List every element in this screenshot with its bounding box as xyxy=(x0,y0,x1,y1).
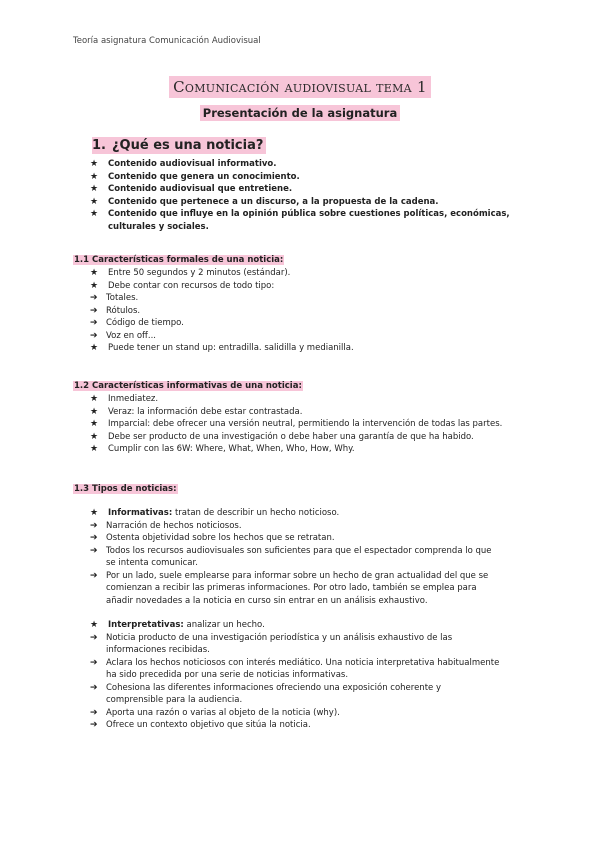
list-item: ➔ Narración de hechos noticiosos. xyxy=(90,520,242,531)
section-1-3-block xyxy=(90,507,530,732)
types-list-2 xyxy=(90,619,530,632)
star-icon: ★ xyxy=(90,508,99,518)
list-item: ★ Inmediatez. xyxy=(90,394,159,404)
star-icon: ★ xyxy=(90,444,99,454)
list-item: ★ Veraz: la información debe estar contrastada. xyxy=(90,406,303,417)
list-item: ➔ Noticia producto de una investigación periodística y un análisis exhaustivo de las informaciones recibidas. xyxy=(90,632,453,655)
list-item: ★ Contenido audiovisual que entretiene. xyxy=(90,184,293,194)
section-1-1-heading: 1.1 Características formales de una noticia: xyxy=(74,255,284,265)
star-icon: ★ xyxy=(90,343,99,353)
list-item: ➔ Código de tiempo. xyxy=(90,318,184,328)
star-icon: ★ xyxy=(90,196,99,207)
title-wrap xyxy=(0,76,600,98)
section-1-title: ¿Qué es una noticia? xyxy=(112,138,264,153)
star-icon: ★ xyxy=(90,184,99,194)
list-item: ★ Debe contar con recursos de todo tipo: xyxy=(90,280,275,291)
interpretativas-points xyxy=(90,632,500,732)
list-item: ➔ Ostenta objetividad sobre los hechos que se retratan. xyxy=(90,533,335,543)
list-item-informativas: ★ Informativas: tratan de describir un hecho noticioso. xyxy=(90,508,340,518)
list-item: ★ Debe ser producto de una investigación o debe haber una garantía de que ha habido. xyxy=(90,431,474,442)
list-item: ★ Entre 50 segundos y 2 minutos (estándar). xyxy=(90,268,291,278)
resources-list xyxy=(90,292,530,342)
document-title: Comunicación audiovisual tema 1 xyxy=(169,76,431,98)
star-icon: ★ xyxy=(90,620,99,630)
section-1-list xyxy=(90,158,532,233)
star-icon: ★ xyxy=(90,171,99,182)
section-1-number: 1. xyxy=(92,138,106,153)
star-icon: ★ xyxy=(90,394,99,404)
section-1-2-list xyxy=(90,393,540,456)
arrow-icon: ➔ xyxy=(90,657,98,668)
arrow-icon: ➔ xyxy=(90,520,98,531)
subtitle-wrap xyxy=(0,102,600,121)
section-1-2-heading: 1.2 Características informativas de una noticia: xyxy=(74,381,302,391)
list-item: ➔ Totales. xyxy=(90,293,139,303)
list-item: ★ Imparcial: debe ofrecer una versión neutral, permitiendo la intervención de todas las partes. xyxy=(90,419,503,429)
arrow-icon: ➔ xyxy=(90,305,98,316)
star-icon: ★ xyxy=(90,280,99,291)
list-item: ➔ Todos los recursos audiovisuales son suficientes para que el espectador comprenda lo que se intenta comunicar. xyxy=(90,545,492,568)
list-item: ★ Contenido que influye en la opinión pública sobre cuestiones políticas, económicas, culturales y sociales. xyxy=(90,209,510,232)
star-icon: ★ xyxy=(90,268,99,278)
list-item-interpretativas: ★ Interpretativas: analizar un hecho. xyxy=(90,620,265,630)
list-item: ★ Contenido que pertenece a un discurso, a la propuesta de la cadena. xyxy=(90,196,439,207)
list-item: ➔ Rótulos. xyxy=(90,305,141,316)
list-item: ➔ Por un lado, suele emplearse para informar sobre un hecho de gran actualidad del que se comienzan a recibir las primeras informaciones. Por otro lado, también se emplea para añadir novedades a la noticia en curso sin entrar en un análisis exhaustivo. xyxy=(90,570,489,606)
arrow-icon: ➔ xyxy=(90,707,98,718)
arrow-icon: ➔ xyxy=(90,682,98,693)
arrow-icon: ➔ xyxy=(90,293,98,303)
star-icon: ★ xyxy=(90,431,99,442)
arrow-icon: ➔ xyxy=(90,632,98,643)
section-1-1-list-block xyxy=(90,267,530,355)
star-icon: ★ xyxy=(90,406,99,417)
list-item: ➔ Voz en off... xyxy=(90,330,156,341)
page-header: Teoría asignatura Comunicación Audiovisual xyxy=(73,36,261,46)
document-subtitle: Presentación de la asignatura xyxy=(200,105,400,121)
list-item: ➔ Aporta una razón o varias al objeto de la noticia (why). xyxy=(90,707,340,718)
section-1-1-list xyxy=(90,267,530,292)
list-item: ★ Cumplir con las 6W: Where, What, When, Who, How, Why. xyxy=(90,444,355,454)
list-item: ★ Contenido audiovisual informativo. xyxy=(90,159,277,169)
types-list xyxy=(90,507,530,520)
section-1-heading xyxy=(92,137,266,154)
arrow-icon: ➔ xyxy=(90,570,98,581)
star-icon: ★ xyxy=(90,419,99,429)
list-item: ➔ Cohesiona las diferentes informaciones ofreciendo una exposición coherente y comprensible para la audiencia. xyxy=(90,682,441,705)
arrow-icon: ➔ xyxy=(90,720,98,730)
star-icon: ★ xyxy=(90,209,99,219)
section-1-2-list-block xyxy=(90,393,540,456)
arrow-icon: ➔ xyxy=(90,330,98,341)
section-1-1-list-2 xyxy=(90,342,530,355)
arrow-icon: ➔ xyxy=(90,545,98,556)
section-1-3-heading: 1.3 Tipos de noticias: xyxy=(74,484,177,494)
section-1 xyxy=(92,134,532,233)
list-item: ➔ Ofrece un contexto objetivo que sitúa la noticia. xyxy=(90,720,311,730)
arrow-icon: ➔ xyxy=(90,533,98,543)
arrow-icon: ➔ xyxy=(90,318,98,328)
list-item: ★ Puede tener un stand up: entradilla. salidilla y medianilla. xyxy=(90,343,354,353)
star-icon: ★ xyxy=(90,159,99,169)
list-item: ★ Contenido que genera un conocimiento. xyxy=(90,171,300,182)
informativas-points xyxy=(90,520,500,608)
list-item: ➔ Aclara los hechos noticiosos con interés mediático. Una noticia interpretativa habitualmente ha sido precedida por una serie de noticias informativas. xyxy=(90,657,500,680)
